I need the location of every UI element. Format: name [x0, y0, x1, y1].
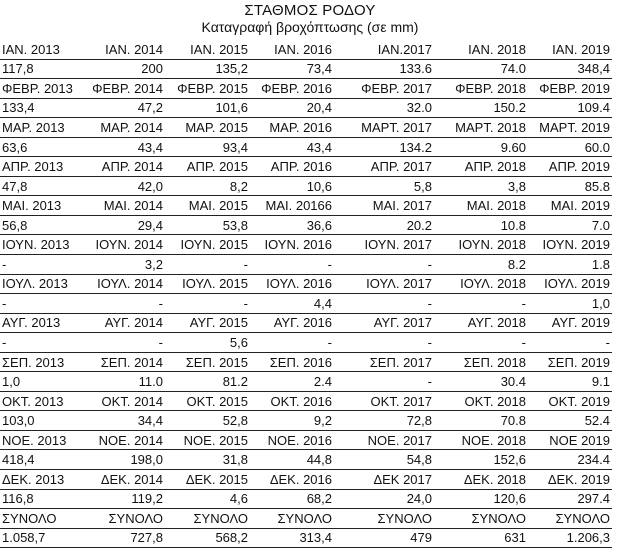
rainfall-value-cell: 117,8 [0, 59, 79, 79]
rainfall-value-cell: 348,4 [528, 59, 612, 79]
month-header-cell: ΙΟΥΝ. 2017 [334, 235, 434, 255]
month-header-cell: ΝΟΕ. 2014 [79, 430, 165, 450]
month-header-cell: ΝΟΕ. 2018 [434, 430, 528, 450]
month-header-cell: ΣΥΝΟΛΟ [528, 509, 612, 529]
month-header-cell: ΙΑΝ. 2014 [79, 40, 165, 59]
rainfall-value-cell: 133,4 [0, 98, 79, 118]
month-header-cell: ΦΕΒΡ. 2016 [250, 79, 334, 99]
rainfall-value-cell: 20.2 [334, 215, 434, 235]
month-header-cell: ΙΑΝ. 2015 [165, 40, 250, 59]
month-header-cell: ΙΟΥΛ. 2014 [79, 274, 165, 294]
month-header-cell: ΜΑΡΤ. 2018 [434, 118, 528, 138]
month-header-cell: ΣΕΠ. 2016 [250, 352, 334, 372]
month-header-cell: ΔΕΚ 2017 [334, 470, 434, 490]
rainfall-value-cell: 44,8 [250, 450, 334, 470]
month-header-cell: ΣΕΠ. 2019 [528, 352, 612, 372]
month-header-cell: ΑΥΓ. 2014 [79, 313, 165, 333]
rainfall-value-cell: 1,0 [0, 372, 79, 392]
rainfall-value-cell: - [334, 255, 434, 275]
month-header-cell: ΑΥΓ. 2016 [250, 313, 334, 333]
month-header-cell: ΜΑΙ. 2014 [79, 196, 165, 216]
rainfall-value-row [0, 255, 612, 275]
month-header-cell: ΑΠΡ. 2014 [79, 157, 165, 177]
rainfall-value-cell: 119,2 [79, 489, 165, 509]
rainfall-value-cell: 103,0 [0, 411, 79, 431]
rainfall-value-cell: 631 [434, 528, 528, 548]
month-header-cell: ΣΥΝΟΛΟ [334, 509, 434, 529]
month-header-cell: ΑΥΓ. 2013 [0, 313, 79, 333]
month-header-cell: ΜΑΡ. 2016 [250, 118, 334, 138]
rainfall-value-cell: 31,8 [165, 450, 250, 470]
month-header-cell: ΣΥΝΟΛΟ [250, 509, 334, 529]
rainfall-value-cell: - [0, 255, 79, 275]
rainfall-value-cell: 727,8 [79, 528, 165, 548]
rainfall-value-cell: 1.8 [528, 255, 612, 275]
rainfall-value-cell: - [250, 333, 334, 353]
month-header-cell: ΣΥΝΟΛΟ [79, 509, 165, 529]
rainfall-value-cell: 85.8 [528, 176, 612, 196]
month-header-row [0, 79, 612, 99]
month-header-cell: ΜΑΡ. 2015 [165, 118, 250, 138]
month-header-cell: ΣΥΝΟΛΟ [434, 509, 528, 529]
rainfall-value-row [0, 372, 612, 392]
month-header-cell: ΑΠΡ. 2017 [334, 157, 434, 177]
rainfall-value-row [0, 215, 612, 235]
rainfall-value-cell: - [334, 372, 434, 392]
month-header-cell: ΙΟΥΛ. 2017 [334, 274, 434, 294]
month-header-cell: ΜΑΙ. 2017 [334, 196, 434, 216]
rainfall-value-row [0, 294, 612, 314]
month-header-cell: ΑΠΡ. 2019 [528, 157, 612, 177]
month-header-cell: ΜΑΙ. 2015 [165, 196, 250, 216]
month-header-cell: ΦΕΒΡ. 2018 [434, 79, 528, 99]
rainfall-value-cell: 47,2 [79, 98, 165, 118]
rainfall-value-cell: 56,8 [0, 215, 79, 235]
rainfall-value-cell: 9.1 [528, 372, 612, 392]
rainfall-value-cell: 63,6 [0, 137, 79, 157]
month-header-cell: ΑΥΓ. 2018 [434, 313, 528, 333]
month-header-cell: ΙΟΥΝ. 2013 [0, 235, 79, 255]
rainfall-value-cell: 30.4 [434, 372, 528, 392]
rainfall-value-cell: 42,0 [79, 176, 165, 196]
rainfall-value-cell: - [165, 294, 250, 314]
rainfall-value-cell: 68,2 [250, 489, 334, 509]
month-header-cell: ΔΕΚ. 2018 [434, 470, 528, 490]
month-header-cell: ΔΕΚ. 2014 [79, 470, 165, 490]
month-header-cell: ΑΠΡ. 2013 [0, 157, 79, 177]
rainfall-value-cell: 152,6 [434, 450, 528, 470]
rainfall-value-cell: - [434, 333, 528, 353]
rainfall-value-cell: 4,6 [165, 489, 250, 509]
month-header-cell: ΑΥΓ. 2019 [528, 313, 612, 333]
rainfall-value-cell: 93,4 [165, 137, 250, 157]
month-header-row [0, 470, 612, 490]
month-header-cell: ΙΑΝ. 2016 [250, 40, 334, 59]
month-header-cell: ΙΟΥΛ. 2013 [0, 274, 79, 294]
rainfall-value-cell: 24,0 [334, 489, 434, 509]
month-header-cell: ΟΚΤ. 2014 [79, 391, 165, 411]
month-header-cell: ΔΕΚ. 2016 [250, 470, 334, 490]
rainfall-value-row [0, 411, 612, 431]
month-header-cell: ΣΕΠ. 2014 [79, 352, 165, 372]
month-header-cell: ΙΑΝ. 2013 [0, 40, 79, 59]
month-header-cell: ΜΑΡ. 2013 [0, 118, 79, 138]
rainfall-value-cell: 47,8 [0, 176, 79, 196]
month-header-row [0, 274, 612, 294]
month-header-cell: ΟΚΤ. 2015 [165, 391, 250, 411]
rainfall-value-cell: 32.0 [334, 98, 434, 118]
month-header-cell: ΙΟΥΛ. 2018 [434, 274, 528, 294]
rainfall-value-row [0, 176, 612, 196]
rainfall-value-cell: 72,8 [334, 411, 434, 431]
month-header-cell: ΝΟΕ. 2017 [334, 430, 434, 450]
rainfall-value-cell: - [0, 294, 79, 314]
month-header-cell: ΙΑΝ.2017 [334, 40, 434, 59]
rainfall-value-cell: 116,8 [0, 489, 79, 509]
rainfall-value-cell: 43,4 [250, 137, 334, 157]
month-header-cell: ΙΟΥΝ. 2018 [434, 235, 528, 255]
month-header-row [0, 430, 612, 450]
rainfall-value-cell: - [334, 294, 434, 314]
month-header-row [0, 157, 612, 177]
month-header-cell: ΦΕΒΡ. 2014 [79, 79, 165, 99]
rainfall-value-cell: 1,0 [528, 294, 612, 314]
rainfall-value-cell: 1.206,3 [528, 528, 612, 548]
rainfall-value-cell: 7.0 [528, 215, 612, 235]
document-subtitle: Καταγραφή βροχόπτωσης (σε mm) [201, 19, 419, 35]
rainfall-value-cell: 234.4 [528, 450, 612, 470]
month-header-cell: ΔΕΚ. 2019 [528, 470, 612, 490]
rainfall-value-cell: 1.058,7 [0, 528, 79, 548]
rainfall-value-cell: 8.2 [434, 255, 528, 275]
month-header-cell: ΦΕΒΡ. 2019 [528, 79, 612, 99]
month-header-cell: ΑΥΓ. 2015 [165, 313, 250, 333]
rainfall-value-cell: 53,8 [165, 215, 250, 235]
rainfall-value-cell: 101,6 [165, 98, 250, 118]
rainfall-value-cell: 10.8 [434, 215, 528, 235]
rainfall-value-cell: - [528, 333, 612, 353]
rainfall-value-cell: 135,2 [165, 59, 250, 79]
month-header-cell: ΝΟΕ 2019 [528, 430, 612, 450]
month-header-row [0, 118, 612, 138]
month-header-cell: ΑΥΓ. 2017 [334, 313, 434, 333]
month-header-cell: ΝΟΕ. 2015 [165, 430, 250, 450]
rainfall-value-cell: 20,4 [250, 98, 334, 118]
rainfall-value-cell: 29,4 [79, 215, 165, 235]
rainfall-value-cell: 60.0 [528, 137, 612, 157]
month-header-cell: ΑΠΡ. 2015 [165, 157, 250, 177]
rainfall-value-cell: 43,4 [79, 137, 165, 157]
rainfall-value-cell: 36,6 [250, 215, 334, 235]
rainfall-value-cell: 313,4 [250, 528, 334, 548]
month-header-cell: ΔΕΚ. 2015 [165, 470, 250, 490]
month-header-row [0, 40, 612, 59]
month-header-cell: ΙΟΥΝ. 2016 [250, 235, 334, 255]
month-header-cell: ΣΥΝΟΛΟ [165, 509, 250, 529]
month-header-row [0, 235, 612, 255]
month-header-cell: ΑΠΡ. 2016 [250, 157, 334, 177]
rainfall-value-cell: 81.2 [165, 372, 250, 392]
rainfall-value-cell: 109.4 [528, 98, 612, 118]
month-header-cell: ΜΑΙ. 2013 [0, 196, 79, 216]
rainfall-value-cell: 568,2 [165, 528, 250, 548]
month-header-cell: ΣΕΠ. 2013 [0, 352, 79, 372]
rainfall-value-cell: 8,2 [165, 176, 250, 196]
month-header-cell: ΣΥΝΟΛΟ [0, 509, 79, 529]
rainfall-value-cell: 418,4 [0, 450, 79, 470]
rainfall-value-cell: 74.0 [434, 59, 528, 79]
rainfall-value-cell: - [334, 333, 434, 353]
rainfall-value-cell: 120,6 [434, 489, 528, 509]
month-header-row [0, 509, 612, 529]
month-header-cell: ΝΟΕ. 2013 [0, 430, 79, 450]
month-header-cell: ΙΟΥΝ. 2019 [528, 235, 612, 255]
month-header-cell: ΣΕΠ. 2017 [334, 352, 434, 372]
month-header-cell: ΙΟΥΛ. 2019 [528, 274, 612, 294]
rainfall-value-cell: - [250, 255, 334, 275]
month-header-cell: ΦΕΒΡ. 2017 [334, 79, 434, 99]
rainfall-value-row [0, 59, 612, 79]
rainfall-value-cell: 9,2 [250, 411, 334, 431]
month-header-cell: ΟΚΤ. 2016 [250, 391, 334, 411]
rainfall-value-cell: - [165, 255, 250, 275]
rainfall-value-row [0, 98, 612, 118]
document-title: ΣΤΑΘΜΟΣ ΡΟΔΟΥ [244, 2, 376, 19]
month-header-cell: ΜΑΡ. 2014 [79, 118, 165, 138]
rainfall-value-cell: - [0, 333, 79, 353]
month-header-cell: ΜΑΙ. 20166 [250, 196, 334, 216]
rainfall-value-cell: - [434, 294, 528, 314]
month-header-row [0, 352, 612, 372]
month-header-cell: ΑΠΡ. 2018 [434, 157, 528, 177]
rainfall-table [0, 40, 612, 548]
month-header-cell: ΙΟΥΛ. 2015 [165, 274, 250, 294]
rainfall-value-cell: 11.0 [79, 372, 165, 392]
rainfall-value-cell: 34,4 [79, 411, 165, 431]
month-header-row [0, 313, 612, 333]
rainfall-value-cell: 2.4 [250, 372, 334, 392]
rainfall-value-row [0, 450, 612, 470]
month-header-row [0, 391, 612, 411]
rainfall-value-row [0, 137, 612, 157]
rainfall-value-cell: - [79, 294, 165, 314]
month-header-cell: ΟΚΤ. 2018 [434, 391, 528, 411]
rainfall-value-cell: 479 [334, 528, 434, 548]
month-header-cell: ΣΕΠ. 2018 [434, 352, 528, 372]
rainfall-value-cell: 133.6 [334, 59, 434, 79]
rainfall-value-cell: 52.4 [528, 411, 612, 431]
month-header-cell: ΦΕΒΡ. 2013 [0, 79, 79, 99]
month-header-cell: ΙΑΝ. 2018 [434, 40, 528, 59]
month-header-cell: ΟΚΤ. 2017 [334, 391, 434, 411]
rainfall-value-cell: 70.8 [434, 411, 528, 431]
month-header-cell: ΙΟΥΝ. 2015 [165, 235, 250, 255]
rainfall-value-cell: 52,8 [165, 411, 250, 431]
rainfall-value-row [0, 528, 612, 548]
rainfall-value-cell: 134.2 [334, 137, 434, 157]
rainfall-value-cell: 73,4 [250, 59, 334, 79]
month-header-cell: ΦΕΒΡ. 2015 [165, 79, 250, 99]
rainfall-value-cell: - [79, 333, 165, 353]
month-header-cell: ΟΚΤ. 2013 [0, 391, 79, 411]
month-header-cell: ΟΚΤ. 2019 [528, 391, 612, 411]
month-header-cell: ΜΑΙ. 2018 [434, 196, 528, 216]
month-header-cell: ΙΑΝ. 2019 [528, 40, 612, 59]
rainfall-value-cell: 150.2 [434, 98, 528, 118]
month-header-cell: ΙΟΥΝ. 2014 [79, 235, 165, 255]
rainfall-value-cell: 9.60 [434, 137, 528, 157]
rainfall-value-cell: 3,2 [79, 255, 165, 275]
month-header-cell: ΝΟΕ. 2016 [250, 430, 334, 450]
month-header-cell: ΣΕΠ. 2015 [165, 352, 250, 372]
rainfall-value-cell: 198,0 [79, 450, 165, 470]
rainfall-value-cell: 3,8 [434, 176, 528, 196]
rainfall-value-cell: 200 [79, 59, 165, 79]
month-header-cell: ΙΟΥΛ. 2016 [250, 274, 334, 294]
rainfall-value-row [0, 489, 612, 509]
month-header-cell: ΔΕΚ. 2013 [0, 470, 79, 490]
rainfall-value-cell: 5,6 [165, 333, 250, 353]
rainfall-value-cell: 10,6 [250, 176, 334, 196]
rainfall-value-cell: 4,4 [250, 294, 334, 314]
month-header-row [0, 196, 612, 216]
month-header-cell: ΜΑΡΤ. 2019 [528, 118, 612, 138]
rainfall-value-cell: 5,8 [334, 176, 434, 196]
rainfall-value-row [0, 333, 612, 353]
rainfall-value-cell: 297.4 [528, 489, 612, 509]
month-header-cell: ΜΑΡΤ. 2017 [334, 118, 434, 138]
rainfall-value-cell: 54,8 [334, 450, 434, 470]
month-header-cell: ΜΑΙ. 2019 [528, 196, 612, 216]
